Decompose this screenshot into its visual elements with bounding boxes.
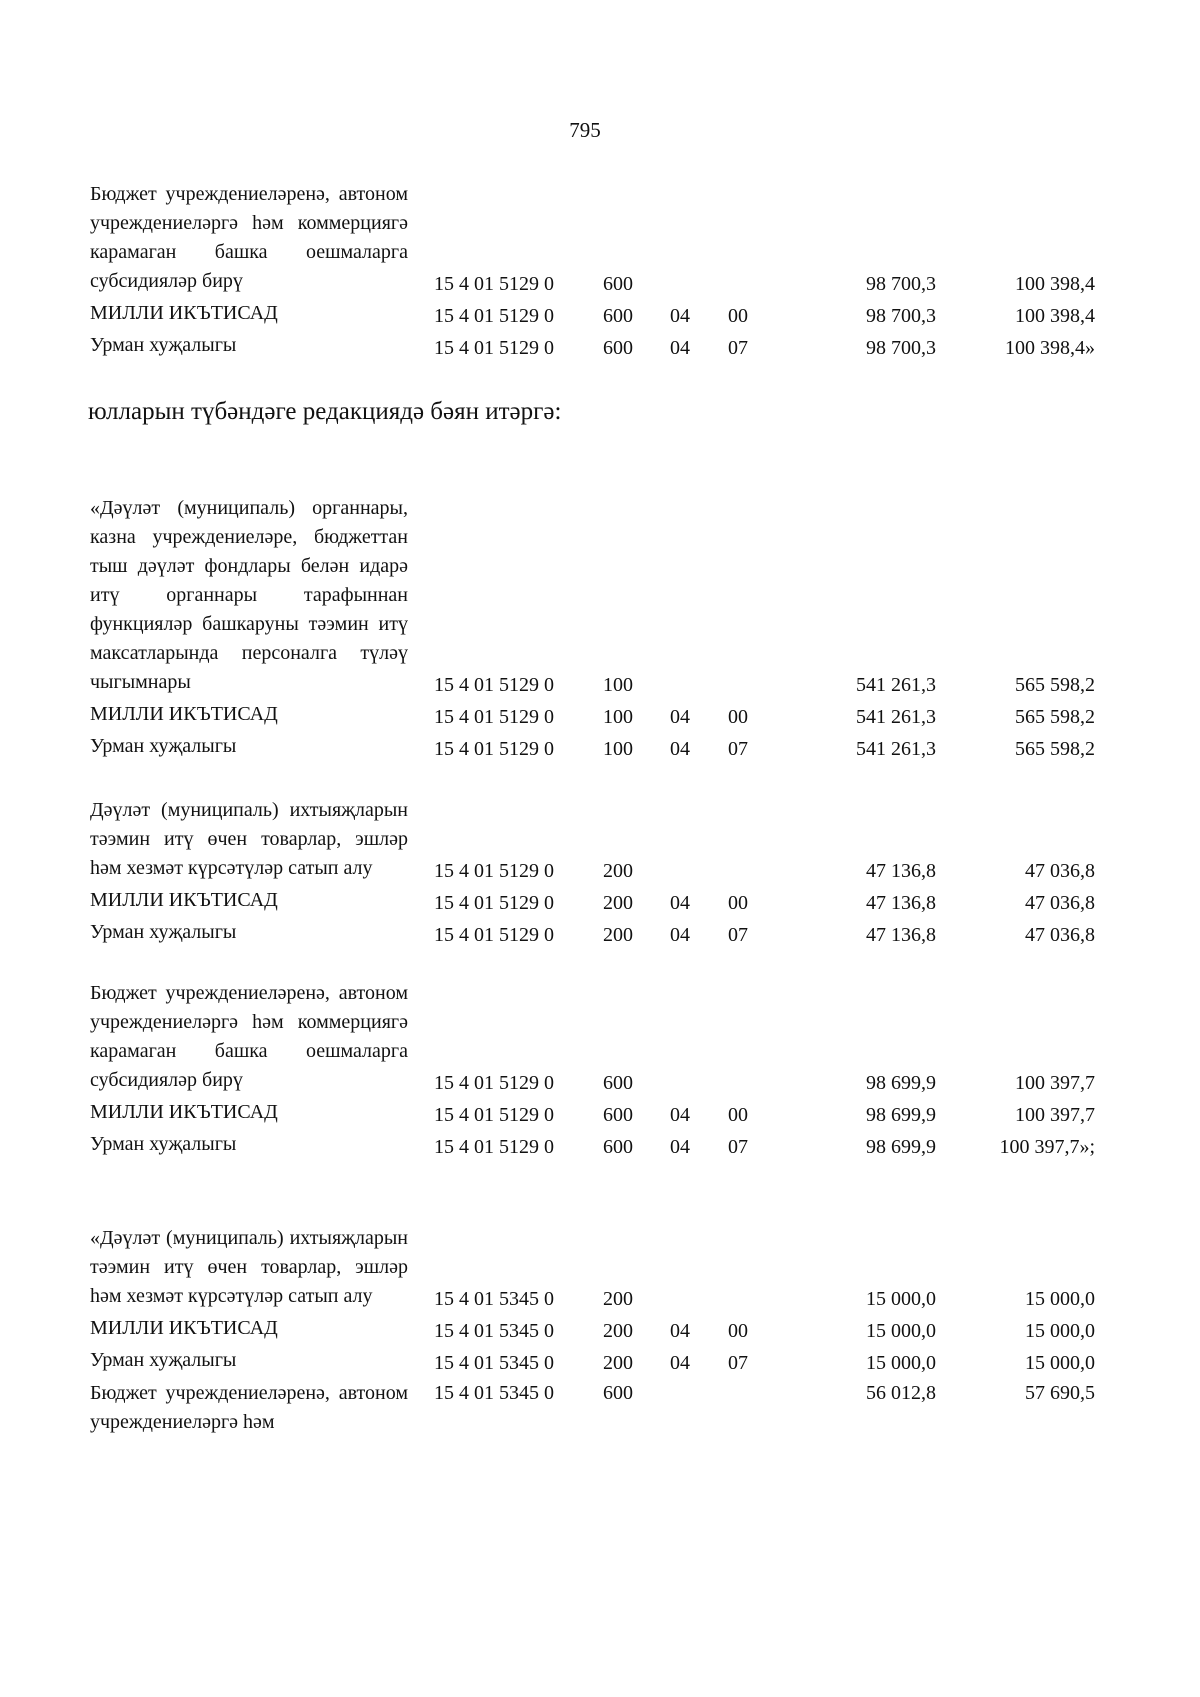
amount-year-1: 47 136,8: [866, 860, 936, 882]
amount-year-1: 15 000,0: [866, 1288, 936, 1310]
target-article-code: 15 4 01 5129 0: [434, 1072, 554, 1094]
table-row: [0, 919, 1200, 951]
section-code: 04: [670, 1352, 690, 1374]
amount-year-1: 15 000,0: [866, 1320, 936, 1342]
subsection-code: 00: [728, 706, 748, 728]
expense-type-code: 200: [603, 1288, 633, 1310]
amount-year-2: 100 398,4: [1015, 273, 1095, 295]
table-row: [0, 447, 1200, 701]
amount-year-2: 565 598,2: [1015, 674, 1095, 696]
expense-type-code: 200: [603, 1320, 633, 1342]
section-code: 04: [670, 1136, 690, 1158]
amount-year-2: 100 398,4: [1015, 305, 1095, 327]
section-code: 04: [670, 924, 690, 946]
table-row: [0, 176, 1200, 300]
expense-type-code: 600: [603, 1382, 633, 1404]
table-row: [0, 1379, 1200, 1441]
amount-year-2: 100 397,7: [1015, 1104, 1095, 1126]
target-article-code: 15 4 01 5129 0: [434, 924, 554, 946]
row-description: Урман хуҗалыгы: [90, 1349, 237, 1371]
amount-year-2: 565 598,2: [1015, 738, 1095, 760]
subsection-code: 00: [728, 1104, 748, 1126]
expense-type-code: 200: [603, 1352, 633, 1374]
amount-year-2: 15 000,0: [1025, 1320, 1095, 1342]
expense-type-code: 100: [603, 674, 633, 696]
table-row: [0, 1131, 1200, 1163]
subsection-code: 07: [728, 924, 748, 946]
subsection-code: 07: [728, 1136, 748, 1158]
expense-type-code: 600: [603, 273, 633, 295]
row-description: Бюджет учреждениеләренә, автоном учреждениеләргә һәм коммерциягә карамаган башка оешмаларга субсидияләр бирү: [90, 982, 408, 1091]
table-row: [0, 1347, 1200, 1379]
intro-text: юлларын түбәндәге редакциядә бәян итәргә:: [88, 398, 562, 425]
amount-year-2: 57 690,5: [1025, 1382, 1095, 1404]
row-description: Урман хуҗалыгы: [90, 921, 237, 943]
amount-year-2: 100 398,4»: [1005, 337, 1095, 359]
subsection-code: 07: [728, 738, 748, 760]
expense-type-code: 200: [603, 924, 633, 946]
row-description: Дәүләт (муниципаль) ихтыяҗларын тәэмин итү өчен товарлар, эшләр һәм хезмәт күрсәтүләр сатып алу: [90, 799, 408, 879]
amount-year-2: 47 036,8: [1025, 892, 1095, 914]
row-description: «Дәүләт (муниципаль) органнары, казна учреждениеләре, бюджеттан тыш дәүләт фондлары белән идарә итү органнары тарафыннан функцияләр башкаруны тәэмин итү максатларында персоналга түләү чыгымнары: [90, 497, 408, 693]
table-row: [0, 765, 1200, 887]
amount-year-2: 15 000,0: [1025, 1352, 1095, 1374]
subsection-code: 07: [728, 1352, 748, 1374]
amount-year-1: 541 261,3: [856, 706, 936, 728]
amount-year-2: 15 000,0: [1025, 1288, 1095, 1310]
target-article-code: 15 4 01 5129 0: [434, 674, 554, 696]
table-row: [0, 1315, 1200, 1347]
expense-type-code: 200: [603, 892, 633, 914]
row-description: Бюджет учреждениеләренә, автоном учреждениеләргә һәм коммерциягә карамаган башка оешмаларга субсидияләр бирү: [90, 183, 408, 292]
amount-year-1: 98 699,9: [866, 1136, 936, 1158]
expense-type-code: 600: [603, 1072, 633, 1094]
section-code: 04: [670, 892, 690, 914]
amount-year-1: 15 000,0: [866, 1352, 936, 1374]
row-description: Бюджет учреждениеләренә, автоном учреждениеләргә һәм: [90, 1382, 408, 1433]
target-article-code: 15 4 01 5129 0: [434, 892, 554, 914]
row-description: МИЛЛИ ИКЪТИСАД: [90, 302, 278, 324]
target-article-code: 15 4 01 5345 0: [434, 1320, 554, 1342]
row-description: МИЛЛИ ИКЪТИСАД: [90, 703, 278, 725]
table-row: [0, 733, 1200, 765]
page-number: 795: [569, 118, 601, 142]
section-code: 04: [670, 738, 690, 760]
table-row: [0, 701, 1200, 733]
row-description: МИЛЛИ ИКЪТИСАД: [90, 889, 278, 911]
target-article-code: 15 4 01 5129 0: [434, 305, 554, 327]
section-code: 04: [670, 305, 690, 327]
amount-year-2: 100 397,7»;: [999, 1136, 1095, 1158]
target-article-code: 15 4 01 5345 0: [434, 1352, 554, 1374]
amount-year-1: 47 136,8: [866, 892, 936, 914]
target-article-code: 15 4 01 5129 0: [434, 1104, 554, 1126]
expense-type-code: 100: [603, 738, 633, 760]
amount-year-2: 100 397,7: [1015, 1072, 1095, 1094]
table-row: [0, 951, 1200, 1099]
row-description: МИЛЛИ ИКЪТИСАД: [90, 1101, 278, 1123]
subsection-code: 00: [728, 892, 748, 914]
amount-year-1: 98 700,3: [866, 273, 936, 295]
row-description: Урман хуҗалыгы: [90, 334, 237, 356]
subsection-code: 00: [728, 305, 748, 327]
row-description: МИЛЛИ ИКЪТИСАД: [90, 1317, 278, 1339]
expense-type-code: 100: [603, 706, 633, 728]
amount-year-1: 47 136,8: [866, 924, 936, 946]
row-description: «Дәүләт (муниципаль) ихтыяҗларын тәэмин итү өчен товарлар, эшләр һәм хезмәт күрсәтүләр сатып алу: [90, 1227, 408, 1307]
expense-type-code: 600: [603, 1136, 633, 1158]
table-row: [0, 1099, 1200, 1131]
table-row: [0, 887, 1200, 919]
table-row: [0, 300, 1200, 332]
section-code: 04: [670, 706, 690, 728]
table-row: [0, 332, 1200, 364]
amount-year-2: 47 036,8: [1025, 860, 1095, 882]
amount-year-1: 98 700,3: [866, 305, 936, 327]
subsection-code: 00: [728, 1320, 748, 1342]
target-article-code: 15 4 01 5345 0: [434, 1288, 554, 1310]
amount-year-1: 98 699,9: [866, 1072, 936, 1094]
section-code: 04: [670, 1320, 690, 1342]
target-article-code: 15 4 01 5129 0: [434, 860, 554, 882]
expense-type-code: 200: [603, 860, 633, 882]
target-article-code: 15 4 01 5345 0: [434, 1382, 554, 1404]
subsection-code: 07: [728, 337, 748, 359]
expense-type-code: 600: [603, 337, 633, 359]
table-block-1: [0, 176, 1200, 364]
target-article-code: 15 4 01 5129 0: [434, 337, 554, 359]
amount-year-1: 541 261,3: [856, 674, 936, 696]
table-block-3: [0, 1195, 1200, 1441]
target-article-code: 15 4 01 5129 0: [434, 273, 554, 295]
expense-type-code: 600: [603, 305, 633, 327]
section-code: 04: [670, 1104, 690, 1126]
section-code: 04: [670, 337, 690, 359]
table-row: [0, 1195, 1200, 1315]
amount-year-1: 56 012,8: [866, 1382, 936, 1404]
amount-year-2: 47 036,8: [1025, 924, 1095, 946]
target-article-code: 15 4 01 5129 0: [434, 1136, 554, 1158]
row-description: Урман хуҗалыгы: [90, 735, 237, 757]
target-article-code: 15 4 01 5129 0: [434, 738, 554, 760]
amount-year-1: 541 261,3: [856, 738, 936, 760]
amount-year-1: 98 700,3: [866, 337, 936, 359]
amount-year-1: 98 699,9: [866, 1104, 936, 1126]
table-block-2: [0, 447, 1200, 1163]
target-article-code: 15 4 01 5129 0: [434, 706, 554, 728]
amount-year-2: 565 598,2: [1015, 706, 1095, 728]
expense-type-code: 600: [603, 1104, 633, 1126]
row-description: Урман хуҗалыгы: [90, 1133, 237, 1155]
